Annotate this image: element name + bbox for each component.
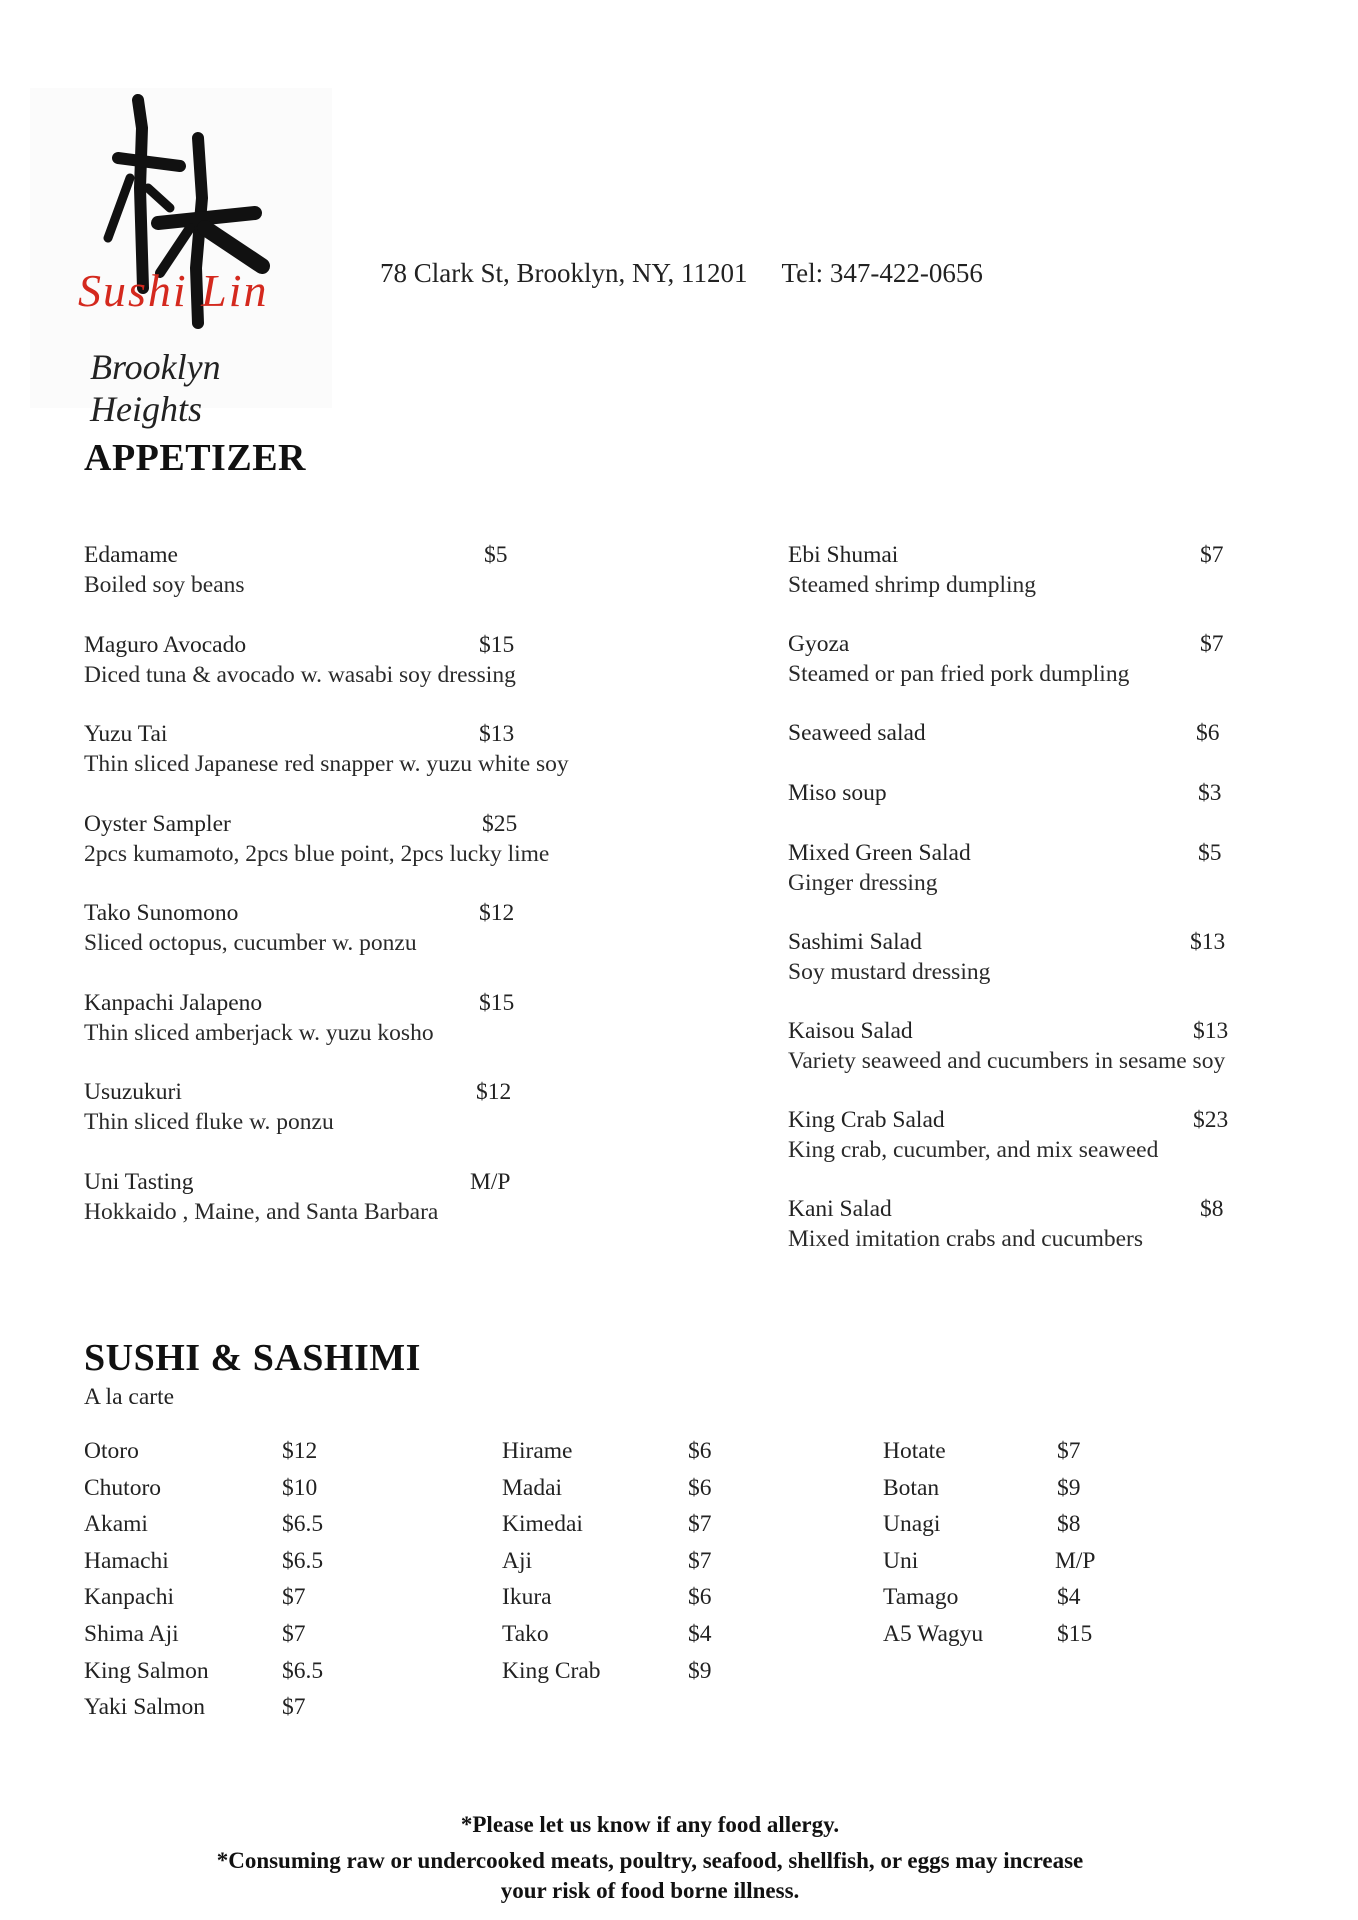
menu-item-name: Yuzu Tai: [84, 721, 168, 747]
sushi-item-name: Chutoro: [84, 1474, 162, 1501]
sushi-heading: SUSHI & SASHIMI: [84, 1337, 421, 1379]
sushi-item-name: Botan: [883, 1474, 940, 1501]
sushi-item-price: M/P: [1055, 1547, 1096, 1574]
phone: Tel: 347-422-0656: [781, 258, 983, 288]
menu-item-name: Mixed Green Salad: [788, 840, 971, 866]
sushi-item-price: $7: [1057, 1438, 1081, 1464]
menu-item-name: Tako Sunomono: [84, 900, 239, 926]
sushi-item-price: $12: [282, 1438, 318, 1464]
menu-item-desc: Ginger dressing: [788, 870, 938, 896]
menu-item-desc: Boiled soy beans: [84, 572, 245, 598]
menu-item-desc: Steamed shrimp dumpling: [788, 572, 1037, 598]
menu-item-name: Miso soup: [788, 780, 887, 806]
consumption-warning: *Consuming raw or undercooked meats, poultry, seafood, shellfish, or eggs may increase: [216, 1848, 1084, 1873]
menu-item-name: Gyoza: [788, 631, 850, 657]
appetizer-heading: APPETIZER: [84, 437, 306, 479]
logo-subtitle: Brooklyn Heights: [90, 347, 221, 429]
sushi-item-price: $6.5: [282, 1657, 324, 1684]
sushi-item-name: Tako: [502, 1621, 549, 1647]
sushi-item-name: Yaki Salmon: [84, 1694, 206, 1721]
sushi-item-name: Hotate: [883, 1438, 946, 1464]
menu-item-price: $23: [1193, 1107, 1229, 1133]
sushi-item-name: Kimedai: [502, 1511, 583, 1538]
allergy-note: *Please let us know if any food allergy.: [460, 1812, 840, 1837]
sushi-item-price: $4: [1057, 1584, 1081, 1611]
restaurant-logo: [30, 88, 332, 429]
menu-item-price: $12: [476, 1079, 512, 1105]
menu-item-name: Kani Salad: [788, 1196, 892, 1222]
sushi-item-name: Uni: [883, 1547, 919, 1574]
sushi-item-price: $6: [688, 1438, 712, 1464]
menu-item-desc: Steamed or pan fried pork dumpling: [788, 661, 1130, 687]
menu-item-name: Ebi Shumai: [788, 542, 899, 568]
sushi-item-name: Unagi: [883, 1511, 941, 1538]
sushi-item-price: $8: [1057, 1511, 1081, 1538]
menu-item-price: M/P: [470, 1168, 511, 1195]
menu-item-price: $15: [479, 631, 515, 658]
menu-item-desc: Thin sliced Japanese red snapper w. yuzu white soy: [84, 751, 569, 777]
sushi-item-price: $9: [688, 1657, 712, 1684]
menu-item-price: $15: [479, 989, 515, 1016]
sushi-item-price: $9: [1057, 1474, 1081, 1501]
sushi-item-price: $7: [282, 1621, 306, 1647]
contact-line: [380, 258, 983, 289]
address: 78 Clark St, Brooklyn, NY, 11201: [380, 258, 748, 288]
sushi-item-name: King Crab: [502, 1657, 601, 1684]
consumption-warning-cont: your risk of food borne illness.: [500, 1878, 800, 1903]
sushi-item-name: King Salmon: [84, 1657, 209, 1684]
menu-item-desc: Mixed imitation crabs and cucumbers: [788, 1226, 1144, 1252]
sushi-item-name: Otoro: [84, 1438, 139, 1464]
menu-item-name: Kanpachi Jalapeno: [84, 989, 263, 1016]
sushi-item-name: Kanpachi: [84, 1584, 175, 1611]
logo-brand: Sushi Lin: [78, 265, 269, 316]
sushi-item-name: Hamachi: [84, 1547, 169, 1574]
menu-item-name: Seaweed salad: [788, 720, 926, 746]
menu-item-price: $5: [1198, 840, 1222, 866]
sushi-item-price: $6.5: [282, 1547, 324, 1574]
sushi-item-price: $7: [688, 1511, 712, 1538]
sushi-item-price: $7: [688, 1547, 712, 1574]
menu-item-desc: Sliced octopus, cucumber w. ponzu: [84, 930, 417, 956]
sushi-item-price: $7: [282, 1694, 306, 1721]
menu-item-price: $25: [482, 810, 518, 837]
menu-item-desc: Thin sliced fluke w. ponzu: [84, 1109, 334, 1135]
menu-item-desc: Thin sliced amberjack w. yuzu kosho: [84, 1019, 434, 1046]
menu-item-desc: Hokkaido , Maine, and Santa Barbara: [84, 1198, 439, 1225]
menu-item-name: Sashimi Salad: [788, 929, 922, 955]
menu-item-name: Usuzukuri: [84, 1079, 182, 1105]
menu-item-desc: King crab, cucumber, and mix seaweed: [788, 1137, 1159, 1163]
menu-item-price: $5: [484, 542, 508, 568]
menu-item-desc: 2pcs kumamoto, 2pcs blue point, 2pcs lucky lime: [84, 840, 550, 867]
sushi-item-name: Aji: [502, 1547, 533, 1574]
menu-item-desc: Variety seaweed and cucumbers in sesame soy: [788, 1048, 1226, 1074]
sushi-item-price: $7: [282, 1584, 306, 1611]
menu-item-price: $8: [1200, 1196, 1224, 1222]
sushi-item-name: A5 Wagyu: [883, 1621, 984, 1647]
menu-item-name: King Crab Salad: [788, 1107, 945, 1133]
menu-item-price: $13: [1193, 1018, 1229, 1044]
sushi-item-name: Shima Aji: [84, 1621, 179, 1647]
sushi-item-price: $10: [282, 1474, 318, 1501]
menu-item-desc: Soy mustard dressing: [788, 959, 991, 985]
sushi-item-price: $6: [688, 1584, 712, 1611]
sushi-item-price: $4: [688, 1621, 712, 1647]
menu-item-price: $13: [1190, 929, 1226, 955]
sushi-item-price: $6: [688, 1474, 712, 1501]
sushi-item-price: $15: [1057, 1621, 1093, 1647]
menu-item-price: $6: [1196, 720, 1220, 746]
sushi-item-name: Madai: [502, 1474, 563, 1501]
menu-item-price: $13: [479, 721, 515, 747]
sushi-subtitle: A la carte: [84, 1384, 175, 1410]
menu-item-price: $7: [1200, 631, 1224, 657]
menu-item-name: Maguro Avocado: [84, 631, 247, 658]
sushi-item-name: Tamago: [883, 1584, 959, 1611]
sushi-item-price: $6.5: [282, 1511, 324, 1538]
menu-item-desc: Diced tuna & avocado w. wasabi soy dressing: [84, 661, 516, 688]
menu-item-name: Uni Tasting: [84, 1168, 194, 1195]
menu-item-name: Edamame: [84, 542, 178, 568]
menu-item-price: $3: [1198, 780, 1222, 806]
sushi-item-name: Akami: [84, 1511, 148, 1538]
menu-item-name: Oyster Sampler: [84, 810, 231, 837]
menu-item-price: $12: [479, 900, 515, 926]
sushi-item-name: Ikura: [502, 1584, 552, 1611]
menu-item-name: Kaisou Salad: [788, 1018, 913, 1044]
sushi-item-name: Hirame: [502, 1438, 573, 1464]
menu-item-price: $7: [1200, 542, 1224, 568]
